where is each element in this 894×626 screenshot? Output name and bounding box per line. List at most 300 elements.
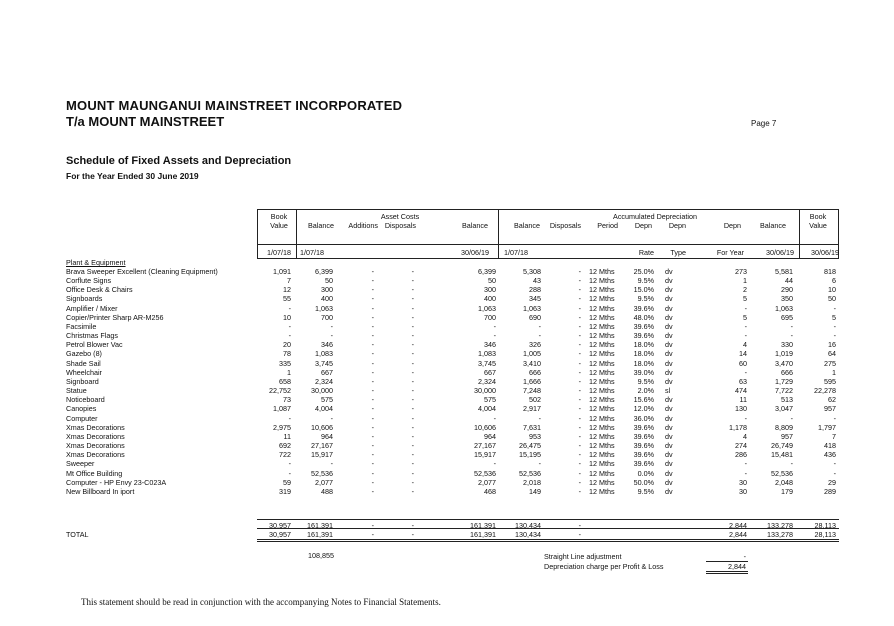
asset-name: Facsimile — [66, 321, 97, 331]
asset-name: Canopies — [66, 404, 97, 414]
cost-balance-close: - — [493, 321, 496, 331]
depn-for-year: 60 — [739, 358, 747, 368]
book-value-close: 6 — [832, 276, 836, 286]
acc-disposals: - — [578, 331, 581, 341]
acc-disposals: - — [578, 285, 581, 295]
asset-name: Xmas Decorations — [66, 431, 125, 441]
depn-for-year: - — [744, 468, 747, 478]
cost-balance-close: 667 — [484, 367, 496, 377]
acc-balance-open: 149 — [529, 486, 541, 496]
depn-type: dv — [665, 422, 673, 432]
cost-disposals: - — [411, 468, 414, 478]
acc-disposals: - — [578, 441, 581, 451]
acc-balance-open: 52,536 — [519, 468, 541, 478]
depn-period: 12 Mths — [589, 450, 615, 460]
asset-name: Signboards — [66, 294, 103, 304]
cost-disposals: - — [411, 267, 414, 276]
book-value-close: 818 — [824, 267, 836, 276]
acc-balance-close: 3,047 — [775, 404, 793, 414]
acc-disposals: - — [578, 486, 581, 496]
acc-balance-close: 5,581 — [775, 267, 793, 276]
page-number: Page 7 — [751, 119, 777, 128]
cost-balance-close: 15,917 — [474, 450, 496, 460]
cost-balance-open: 667 — [321, 367, 333, 377]
asset-name: Computer - HP Envy 23-C023A — [66, 477, 167, 487]
total-acc: 130,434 — [515, 530, 541, 539]
depn-for-year: - — [744, 367, 747, 377]
acc-balance-close: 44 — [785, 276, 793, 286]
cost-balance-close: 4,004 — [478, 404, 496, 414]
depn-for-year: 130 — [735, 404, 747, 414]
cost-balance-close: 346 — [484, 340, 496, 350]
acc-balance-close: 15,481 — [771, 450, 793, 460]
acc-balance-close: 330 — [781, 340, 793, 350]
subtotal-bal_end: 161,391 — [470, 521, 496, 530]
book-value-open: 22,752 — [269, 386, 291, 396]
schedule-title: Schedule of Fixed Assets and Depreciation — [66, 155, 292, 167]
depn-rate: 15.6% — [633, 395, 654, 405]
depn-type: dv — [665, 276, 673, 286]
depn-type: dv — [665, 285, 673, 295]
depn-rate: 9.5% — [637, 294, 654, 304]
cost-balance-close: 1,083 — [478, 349, 496, 359]
cost-disposals: - — [411, 285, 414, 295]
cost-balance-open: 50 — [325, 276, 333, 286]
cost-balance-close: 700 — [484, 312, 496, 322]
cost-additions: - — [371, 431, 374, 441]
depn-rate: 48.0% — [633, 312, 654, 322]
cost-balance-open: 15,917 — [311, 450, 333, 460]
depn-period: 12 Mths — [589, 331, 615, 341]
depn-rate: 25.0% — [633, 267, 654, 276]
depn-rate: 12.0% — [633, 404, 654, 414]
acc-disposals: - — [578, 386, 581, 396]
book-value-close: 289 — [824, 486, 836, 496]
date-balance-acc-end: 30/06/19 — [766, 248, 794, 257]
acc-disposals: - — [578, 395, 581, 405]
depn-period: 12 Mths — [589, 294, 615, 304]
book-value-close: 50 — [828, 294, 836, 304]
depn-type: dv — [665, 267, 673, 276]
acc-balance-open: 5,308 — [523, 267, 541, 276]
cost-additions: - — [371, 312, 374, 322]
header-column-divider — [296, 209, 297, 259]
depn-period: 12 Mths — [589, 285, 615, 295]
acc-balance-open: 2,018 — [523, 477, 541, 487]
cost-additions: - — [371, 367, 374, 377]
subtotal-bv: 30,957 — [269, 521, 291, 530]
subtotal-acc: 130,434 — [515, 521, 541, 530]
cost-balance-open: 52,536 — [311, 468, 333, 478]
asset-name: New Billboard In iport — [66, 486, 135, 496]
header-asset-costs: Asset Costs — [380, 212, 420, 221]
charge-double-rule — [706, 573, 748, 574]
depn-type: dv — [665, 358, 673, 368]
asset-name: Xmas Decorations — [66, 422, 125, 432]
asset-name: Noticeboard — [66, 395, 105, 405]
book-value-close: - — [833, 321, 836, 331]
depn-for-year: 5 — [743, 294, 747, 304]
cost-additions: - — [371, 468, 374, 478]
cost-disposals: - — [411, 294, 414, 304]
depn-period: 12 Mths — [589, 312, 615, 322]
cost-additions: - — [371, 267, 374, 276]
cost-balance-open: 6,399 — [315, 267, 333, 276]
date-acc-balance: 1/07/18 — [504, 248, 528, 257]
cost-balance-close: 300 — [484, 285, 496, 295]
book-value-open: 335 — [279, 358, 291, 368]
depn-for-year: 30 — [739, 477, 747, 487]
header-column-divider — [498, 209, 499, 259]
book-value-open: - — [288, 468, 291, 478]
acc-disposals: - — [578, 267, 581, 276]
cost-disposals: - — [411, 376, 414, 386]
book-value-close: 5 — [832, 312, 836, 322]
subtotal-acc_disp: - — [578, 521, 581, 530]
cost-additions: - — [371, 331, 374, 341]
subtotal-book: 28,113 — [814, 521, 836, 530]
asset-name: Gazebo (8) — [66, 349, 102, 359]
cost-disposals: - — [411, 459, 414, 469]
asset-name: Wheelchair — [66, 367, 102, 377]
acc-disposals: - — [578, 413, 581, 423]
cost-additions: - — [371, 413, 374, 423]
header-balance-end: Balance — [462, 221, 488, 230]
depn-type: dv — [665, 303, 673, 313]
period-label: For the Year Ended 30 June 2019 — [66, 171, 199, 181]
depn-period: 12 Mths — [589, 441, 615, 451]
page-title: MOUNT MAUNGANUI MAINSTREET INCORPORATED — [66, 98, 403, 113]
cost-balance-open: - — [330, 331, 333, 341]
asset-name: Christmas Flags — [66, 331, 118, 341]
cost-additions: - — [371, 349, 374, 359]
cost-disposals: - — [411, 441, 414, 451]
book-value-open: 1 — [287, 367, 291, 377]
header-book-value: Value — [270, 221, 288, 230]
acc-balance-close: 179 — [781, 486, 793, 496]
cost-additions: - — [371, 303, 374, 313]
acc-disposals: - — [578, 340, 581, 350]
cost-disposals: - — [411, 395, 414, 405]
asset-name: Computer — [66, 413, 98, 423]
cost-disposals: - — [411, 321, 414, 331]
depn-rate: 39.6% — [633, 321, 654, 331]
cost-balance-open: 575 — [321, 395, 333, 405]
depn-for-year: - — [744, 303, 747, 313]
depn-rate: 9.5% — [637, 276, 654, 286]
book-value-close: 22,278 — [814, 386, 836, 396]
asset-name: Mt Office Building — [66, 468, 123, 478]
depn-type: dv — [665, 321, 673, 331]
depn-period: 12 Mths — [589, 349, 615, 359]
depn-type: dv — [665, 294, 673, 304]
cost-balance-open: 346 — [321, 340, 333, 350]
depn-rate: 39.6% — [633, 441, 654, 451]
cost-additions: - — [371, 358, 374, 368]
depn-type: dv — [665, 450, 673, 460]
cost-additions: - — [371, 459, 374, 469]
book-value-open: - — [288, 413, 291, 423]
total-bottom-rule — [257, 539, 839, 540]
book-value-open: 658 — [279, 376, 291, 386]
subtotal-bal: 161,391 — [307, 521, 333, 530]
header-additions: Additions — [348, 221, 378, 230]
depn-period: 12 Mths — [589, 267, 615, 276]
acc-disposals: - — [578, 358, 581, 368]
depn-type: dv — [665, 413, 673, 423]
asset-name: Sweeper — [66, 459, 95, 469]
cost-balance-close: 3,745 — [478, 358, 496, 368]
acc-balance-open: 1,666 — [523, 376, 541, 386]
book-value-open: 319 — [279, 486, 291, 496]
header-balance: Balance — [308, 221, 334, 230]
cost-additions: - — [371, 376, 374, 386]
cost-additions: - — [371, 386, 374, 396]
cost-balance-close: 964 — [484, 431, 496, 441]
acc-balance-open: - — [538, 413, 541, 423]
cost-additions: - — [371, 276, 374, 286]
cost-balance-close: 50 — [488, 276, 496, 286]
acc-balance-open: - — [538, 331, 541, 341]
depn-period: 12 Mths — [589, 477, 615, 487]
depn-type: dv — [665, 468, 673, 478]
depn-period: 12 Mths — [589, 459, 615, 469]
cost-balance-open: 1,083 — [315, 349, 333, 359]
asset-name: Petrol Blower Vac — [66, 340, 123, 350]
header-date-rule — [257, 244, 839, 245]
section-label: Plant & Equipment — [66, 258, 126, 267]
acc-balance-close: 957 — [781, 431, 793, 441]
book-value-close: 62 — [828, 395, 836, 405]
asset-name: Xmas Decorations — [66, 450, 125, 460]
depn-for-year: 286 — [735, 450, 747, 460]
header-disposals: Disposals — [384, 221, 416, 230]
cost-disposals: - — [411, 486, 414, 496]
book-value-open: 7 — [287, 276, 291, 286]
cost-balance-open: 488 — [321, 486, 333, 496]
cost-balance-open: 300 — [321, 285, 333, 295]
date-balance-end: 30/06/19 — [461, 248, 489, 257]
depn-type: dv — [665, 349, 673, 359]
depn-type: dv — [665, 312, 673, 322]
acc-balance-open: 1,005 — [523, 349, 541, 359]
cost-balance-close: 2,324 — [478, 376, 496, 386]
header-left-rule — [257, 209, 258, 259]
depn-type: sl — [665, 386, 671, 396]
book-value-open: 73 — [283, 395, 291, 405]
cost-additions: - — [371, 340, 374, 350]
depn-period: 12 Mths — [589, 358, 615, 368]
depn-for-year: 11 — [739, 395, 747, 405]
acc-balance-close: 1,019 — [775, 349, 793, 359]
cost-disposals: - — [411, 303, 414, 313]
total-acc_disp: - — [578, 530, 581, 539]
header-balance-acc-end: Balance — [760, 221, 786, 230]
total-bal_end: 161,391 — [470, 530, 496, 539]
acc-balance-close: - — [790, 321, 793, 331]
cost-balance-close: 1,063 — [478, 303, 496, 313]
cost-balance-open: 400 — [321, 294, 333, 304]
depn-period: 12 Mths — [589, 376, 615, 386]
acc-disposals: - — [578, 404, 581, 414]
acc-balance-close: 8,809 — [775, 422, 793, 432]
depn-for-year: 4 — [743, 431, 747, 441]
asset-name: Copier/Printer Sharp AR-M256 — [66, 312, 164, 322]
book-value-close: 436 — [824, 450, 836, 460]
subtotal-add: - — [371, 521, 374, 530]
depn-rate: 18.0% — [633, 358, 654, 368]
depn-rate: 36.0% — [633, 413, 654, 423]
date-book-end: 30/06/19 — [811, 248, 839, 257]
depn-for-year: 14 — [739, 349, 747, 359]
acc-balance-open: 666 — [529, 367, 541, 377]
charge-top-rule — [706, 561, 748, 562]
book-value-close: 16 — [828, 340, 836, 350]
cost-disposals: - — [411, 358, 414, 368]
acc-balance-open: - — [538, 321, 541, 331]
cost-additions: - — [371, 285, 374, 295]
depn-rate: 18.0% — [633, 349, 654, 359]
cost-balance-open: 10,606 — [311, 422, 333, 432]
book-value-close: - — [833, 468, 836, 478]
acc-balance-close: 350 — [781, 294, 793, 304]
depn-period: 12 Mths — [589, 386, 615, 396]
book-value-open: - — [288, 303, 291, 313]
acc-disposals: - — [578, 294, 581, 304]
depn-period: 12 Mths — [589, 303, 615, 313]
acc-balance-open: - — [538, 459, 541, 469]
total-add: - — [371, 530, 374, 539]
book-value-close: 275 — [824, 358, 836, 368]
depn-type: dv — [665, 404, 673, 414]
acc-balance-close: 695 — [781, 312, 793, 322]
cost-disposals: - — [411, 450, 414, 460]
cost-balance-close: 400 — [484, 294, 496, 304]
total-label: TOTAL — [66, 530, 89, 539]
acc-disposals: - — [578, 459, 581, 469]
acc-balance-open: 345 — [529, 294, 541, 304]
cost-disposals: - — [411, 422, 414, 432]
book-value-open: 722 — [279, 450, 291, 460]
asset-name: Statue — [66, 386, 87, 396]
header-depn-type: Depn — [668, 221, 686, 230]
depn-period: 12 Mths — [589, 367, 615, 377]
acc-disposals: - — [578, 276, 581, 286]
total-book: 28,113 — [814, 530, 836, 539]
depn-for-year: 1 — [743, 276, 747, 286]
depn-rate: 2.0% — [637, 386, 654, 396]
cost-balance-close: 30,000 — [474, 386, 496, 396]
acc-balance-open: 326 — [529, 340, 541, 350]
depn-rate: 39.6% — [633, 331, 654, 341]
book-value-open: - — [288, 459, 291, 469]
cost-additions: - — [371, 294, 374, 304]
acc-disposals: - — [578, 376, 581, 386]
depn-period: 12 Mths — [589, 422, 615, 432]
cost-balance-close: 52,536 — [474, 468, 496, 478]
subtotal-rule — [257, 519, 839, 520]
acc-balance-open: 288 — [529, 285, 541, 295]
asset-name: Brava Sweeper Excellent (Cleaning Equipment) — [66, 267, 218, 276]
cost-balance-open: 27,167 — [311, 441, 333, 451]
book-value-open: 78 — [283, 349, 291, 359]
asset-name: Office Desk & Chairs — [66, 285, 133, 295]
depn-for-year: 474 — [735, 386, 747, 396]
acc-balance-open: 502 — [529, 395, 541, 405]
acc-disposals: - — [578, 468, 581, 478]
book-value-open: 10 — [283, 312, 291, 322]
acc-balance-open: 953 — [529, 431, 541, 441]
cost-disposals: - — [411, 413, 414, 423]
depn-type: dv — [665, 477, 673, 487]
acc-balance-close: 1,063 — [775, 303, 793, 313]
cost-disposals: - — [411, 386, 414, 396]
depn-for-year: 63 — [739, 376, 747, 386]
cost-additions: - — [371, 395, 374, 405]
depn-type: dv — [665, 441, 673, 451]
depn-period: 12 Mths — [589, 321, 615, 331]
acc-disposals: - — [578, 431, 581, 441]
depn-rate: 15.0% — [633, 285, 654, 295]
acc-balance-open: 690 — [529, 312, 541, 322]
depn-rate: 39.6% — [633, 303, 654, 313]
cost-balance-open: - — [330, 459, 333, 469]
acc-balance-open: 3,410 — [523, 358, 541, 368]
depn-for-year: 4 — [743, 340, 747, 350]
cost-additions: - — [371, 404, 374, 414]
cost-balance-open: - — [330, 413, 333, 423]
total-disp: - — [411, 530, 414, 539]
cost-disposals: - — [411, 367, 414, 377]
acc-disposals: - — [578, 367, 581, 377]
depn-period: 12 Mths — [589, 486, 615, 496]
acc-balance-open: 15,195 — [519, 450, 541, 460]
cost-balance-close: 575 — [484, 395, 496, 405]
acc-balance-open: 2,917 — [523, 404, 541, 414]
depn-for-year: - — [744, 331, 747, 341]
depn-rate: 39.6% — [633, 422, 654, 432]
depn-for-year: 2 — [743, 285, 747, 295]
book-value-open: 1,087 — [273, 404, 291, 414]
cost-balance-open: 2,077 — [315, 477, 333, 487]
date-depn: For Year — [716, 248, 744, 257]
total-double-rule — [257, 541, 839, 542]
acc-balance-open: 1,063 — [523, 303, 541, 313]
book-value-close: 29 — [828, 477, 836, 487]
acc-balance-open: 7,248 — [523, 386, 541, 396]
header-book-end: Book — [809, 212, 827, 221]
cost-additions: - — [371, 441, 374, 451]
depn-period: 12 Mths — [589, 468, 615, 478]
cost-disposals: - — [411, 331, 414, 341]
cost-disposals: - — [411, 312, 414, 322]
cost-balance-open: 1,063 — [315, 303, 333, 313]
header-book-end-value: Value — [809, 221, 827, 230]
cost-additions: - — [371, 422, 374, 432]
depn-period: 12 Mths — [589, 404, 615, 414]
cost-balance-open: - — [330, 321, 333, 331]
cost-disposals: - — [411, 404, 414, 414]
depn-type: dv — [665, 431, 673, 441]
book-value-close: - — [833, 459, 836, 469]
acc-balance-open: 7,631 — [523, 422, 541, 432]
cost-disposals: - — [411, 276, 414, 286]
acc-balance-close: 52,536 — [771, 468, 793, 478]
total-depn: 2,844 — [729, 530, 747, 539]
book-value-close: - — [833, 413, 836, 423]
depn-period: 12 Mths — [589, 276, 615, 286]
depn-for-year: 274 — [735, 441, 747, 451]
